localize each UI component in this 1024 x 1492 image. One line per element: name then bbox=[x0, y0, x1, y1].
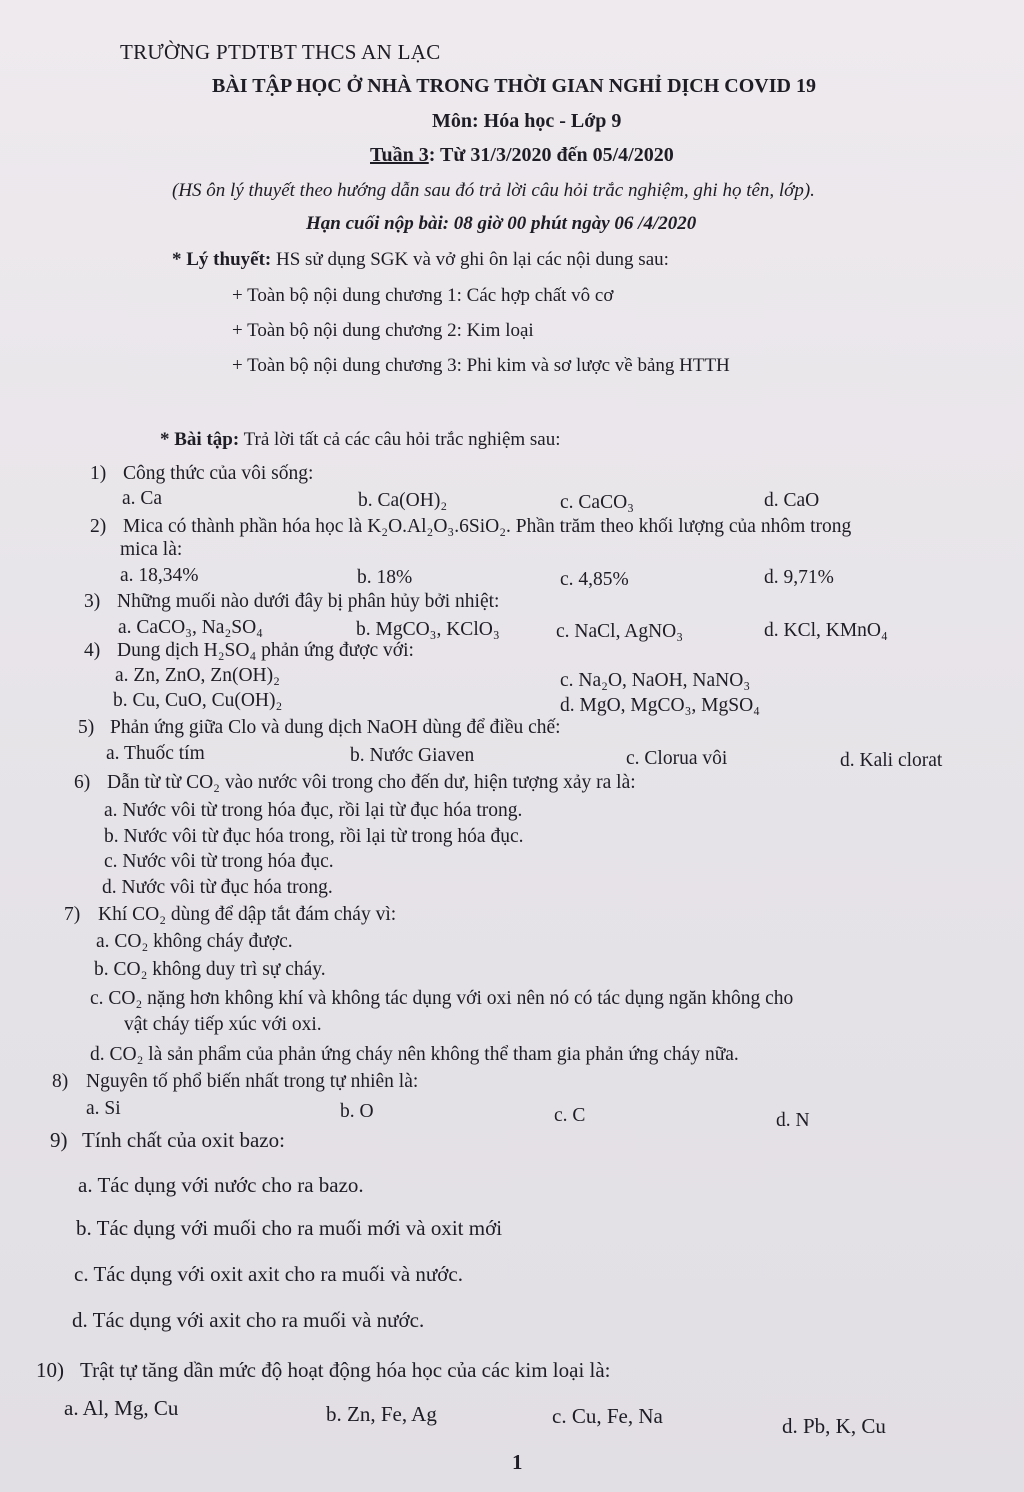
option: b. Zn, Fe, Ag bbox=[326, 1402, 437, 1426]
option: b. Tác dụng với muối cho ra muối mới và oxit mới bbox=[76, 1216, 503, 1240]
question-text: Dẫn từ từ CO₂ vào nước vôi trong cho đến dư, hiện tượng xảy ra là: bbox=[107, 772, 636, 793]
option: c. NaCl, AgNO₃ bbox=[556, 621, 684, 642]
deadline-text: Hạn cuối nộp bài: 08 giờ 00 phút ngày 06 /4/2020 bbox=[306, 213, 697, 234]
theory-heading bbox=[172, 249, 669, 271]
document-title: BÀI TẬP HỌC Ở NHÀ TRONG THỜI GIAN NGHỈ DỊCH COVID 19 bbox=[212, 75, 816, 97]
option: b. CO₂ không duy trì sự cháy. bbox=[94, 959, 326, 980]
option: d. CO₂ là sản phẩm của phản ứng cháy nên không thể tham gia phản ứng cháy nữa. bbox=[90, 1044, 739, 1065]
question-text: Phản ứng giữa Clo và dung dịch NaOH dùng để điều chế: bbox=[110, 717, 561, 738]
option: c. CO₂ nặng hơn không khí và không tác dụng với oxi nên nó có tác dụng ngăn không cho bbox=[90, 988, 794, 1009]
question-text: Dung dịch H₂SO₄ phản ứng được với: bbox=[117, 640, 414, 661]
instruction-text: (HS ôn lý thuyết theo hướng dẫn sau đó trả lời câu hỏi trắc nghiệm, ghi họ tên, lớp). bbox=[172, 180, 815, 201]
page-number: 1 bbox=[512, 1450, 523, 1474]
question-text: Công thức của vôi sống: bbox=[123, 463, 314, 484]
option: b. Cu, CuO, Cu(OH)₂ bbox=[113, 690, 283, 711]
option: d. Nước vôi từ đục hóa trong. bbox=[102, 877, 333, 898]
option: b. Nước vôi từ đục hóa trong, rồi lại từ trong hóa đục. bbox=[104, 826, 524, 847]
theory-item: + Toàn bộ nội dung chương 2: Kim loại bbox=[232, 320, 534, 341]
option: b. Ca(OH)₂ bbox=[358, 490, 448, 511]
question-text: Nguyên tố phổ biến nhất trong tự nhiên là: bbox=[86, 1071, 419, 1092]
option: c. Cu, Fe, Na bbox=[552, 1404, 663, 1428]
question-number: 2) bbox=[90, 516, 107, 537]
option: a. CaCO₃, Na₂SO₄ bbox=[118, 617, 263, 638]
option: c. C bbox=[554, 1105, 586, 1126]
option: a. Zn, ZnO, Zn(OH)₂ bbox=[115, 665, 280, 686]
option: a. CO₂ không cháy được. bbox=[96, 931, 293, 952]
question-text: Tính chất của oxit bazo: bbox=[82, 1128, 285, 1152]
question-number: 1) bbox=[90, 463, 107, 484]
option: d. 9,71% bbox=[764, 567, 834, 588]
option: c. CaCO₃ bbox=[560, 492, 634, 513]
exercise-heading bbox=[160, 429, 561, 451]
option: b. O bbox=[340, 1101, 374, 1122]
question-number: 7) bbox=[64, 904, 81, 925]
option: d. N bbox=[776, 1110, 810, 1131]
subject-line: Môn: Hóa học - Lớp 9 bbox=[432, 110, 622, 132]
week-label: Tuần 3 bbox=[370, 144, 429, 166]
question-text: Trật tự tăng dần mức độ hoạt động hóa học của các kim loại là: bbox=[80, 1358, 611, 1382]
option: c. Clorua vôi bbox=[626, 748, 728, 769]
option: a. Ca bbox=[122, 488, 163, 509]
theory-item: + Toàn bộ nội dung chương 1: Các hợp chất vô cơ bbox=[232, 285, 614, 306]
question-number: 6) bbox=[74, 772, 91, 793]
option: a. Thuốc tím bbox=[106, 743, 205, 764]
option: a. Al, Mg, Cu bbox=[64, 1396, 179, 1420]
option: c. Nước vôi từ trong hóa đục. bbox=[104, 851, 334, 872]
question-text: Những muối nào dưới đây bị phân hủy bởi nhiệt: bbox=[117, 591, 500, 612]
theory-text: HS sử dụng SGK và vở ghi ôn lại các nội dung sau: bbox=[271, 249, 669, 270]
option-continued: vật cháy tiếp xúc với oxi. bbox=[124, 1014, 322, 1035]
question-text-continued: mica là: bbox=[120, 539, 183, 560]
week-range: : Từ 31/3/2020 đến 05/4/2020 bbox=[428, 144, 674, 166]
option: b. MgCO₃, KClO₃ bbox=[356, 619, 500, 640]
option: d. CaO bbox=[764, 490, 820, 511]
exercise-label: * Bài tập: bbox=[160, 429, 240, 450]
question-number: 10) bbox=[36, 1358, 64, 1382]
question-number: 5) bbox=[78, 717, 95, 738]
question-number: 8) bbox=[52, 1071, 69, 1092]
option: a. 18,34% bbox=[120, 565, 199, 586]
option: d. Pb, K, Cu bbox=[782, 1414, 886, 1438]
option: b. Nước Giaven bbox=[350, 745, 475, 766]
question-number: 4) bbox=[84, 640, 101, 661]
question-text: Khí CO₂ dùng để dập tắt đám cháy vì: bbox=[98, 904, 397, 925]
option: d. Tác dụng với axit cho ra muối và nước. bbox=[72, 1308, 425, 1332]
question-text: Mica có thành phần hóa học là K₂O.Al₂O₃.6SiO₂. Phần trăm theo khối lượng của nhôm trong bbox=[123, 516, 852, 537]
option: d. MgO, MgCO₃, MgSO₄ bbox=[560, 695, 760, 716]
option: d. Kali clorat bbox=[840, 750, 943, 771]
school-name: TRƯỜNG PTDTBT THCS AN LẠC bbox=[120, 40, 441, 64]
option: d. KCl, KMnO₄ bbox=[764, 620, 888, 641]
exercise-text: Trả lời tất cả các câu hỏi trắc nghiệm sau: bbox=[239, 429, 561, 450]
option: a. Tác dụng với nước cho ra bazo. bbox=[78, 1173, 364, 1197]
option: a. Si bbox=[86, 1098, 121, 1119]
week-line bbox=[370, 144, 674, 167]
question-number: 3) bbox=[84, 591, 101, 612]
option: b. 18% bbox=[357, 567, 413, 588]
question-number: 9) bbox=[50, 1128, 68, 1152]
option: c. Na₂O, NaOH, NaNO₃ bbox=[560, 670, 751, 691]
option: c. Tác dụng với oxit axit cho ra muối và nước. bbox=[74, 1262, 463, 1286]
theory-label: * Lý thuyết: bbox=[172, 249, 272, 270]
option: c. 4,85% bbox=[560, 569, 629, 590]
option: a. Nước vôi từ trong hóa đục, rồi lại từ đục hóa trong. bbox=[104, 800, 523, 821]
theory-item: + Toàn bộ nội dung chương 3: Phi kim và sơ lược về bảng HTTH bbox=[232, 355, 730, 376]
